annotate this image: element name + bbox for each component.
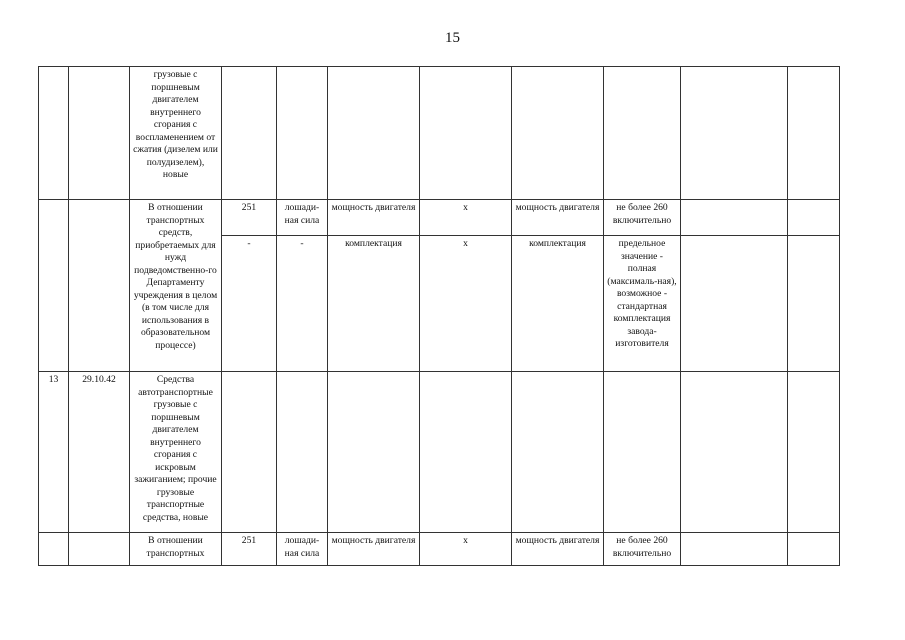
table-row	[39, 67, 840, 200]
characteristic-cell: мощность двигателя	[512, 200, 604, 236]
limit-value-cell: не более 260 включительно	[604, 200, 681, 236]
okei-code-cell: 251	[222, 533, 277, 566]
requirements-table	[38, 66, 840, 566]
number-cell: 13	[39, 372, 69, 533]
table-row	[39, 533, 840, 566]
value-cell: x	[420, 533, 512, 566]
characteristic-cell: комплектация	[512, 236, 604, 372]
purpose-cell: В отношении транспортных средств, приобретаемых для нужд подведомственно-го Департаменту учреждения в целом (в том числе для использования в образовательном процессе)	[130, 200, 222, 372]
purpose-cell: В отношении транспортных	[130, 533, 222, 566]
value-cell: x	[420, 200, 512, 236]
page-number: 15	[445, 30, 460, 46]
characteristic-cell: комплектация	[328, 236, 420, 372]
product-name-cell: грузовые с поршневым двигателем внутреннего сгорания с воспламенением от сжатия (дизелем или полудизелем), новые	[130, 67, 222, 200]
value-cell: x	[420, 236, 512, 372]
product-name-cell: Средства автотранспортные грузовые с поршневым двигателем внутреннего сгорания с искровым зажиганием; прочие грузовые транспортные средства, новые	[130, 372, 222, 533]
table-row	[39, 200, 840, 236]
characteristic-cell: мощность двигателя	[512, 533, 604, 566]
table-row	[39, 372, 840, 533]
unit-cell: лошади-ная сила	[277, 200, 328, 236]
characteristic-cell: мощность двигателя	[328, 533, 420, 566]
limit-value-cell: предельное значение - полная (максималь-ная), возможное - стандартная комплектация завода-изготовителя	[604, 236, 681, 372]
okei-code-cell: -	[222, 236, 277, 372]
okpd-cell: 29.10.42	[69, 372, 130, 533]
number-cell	[39, 67, 69, 200]
characteristic-cell: мощность двигателя	[328, 200, 420, 236]
unit-cell: -	[277, 236, 328, 372]
okei-code-cell: 251	[222, 200, 277, 236]
okpd-cell	[69, 67, 130, 200]
unit-cell: лошади-ная сила	[277, 533, 328, 566]
limit-value-cell: не более 260 включительно	[604, 533, 681, 566]
